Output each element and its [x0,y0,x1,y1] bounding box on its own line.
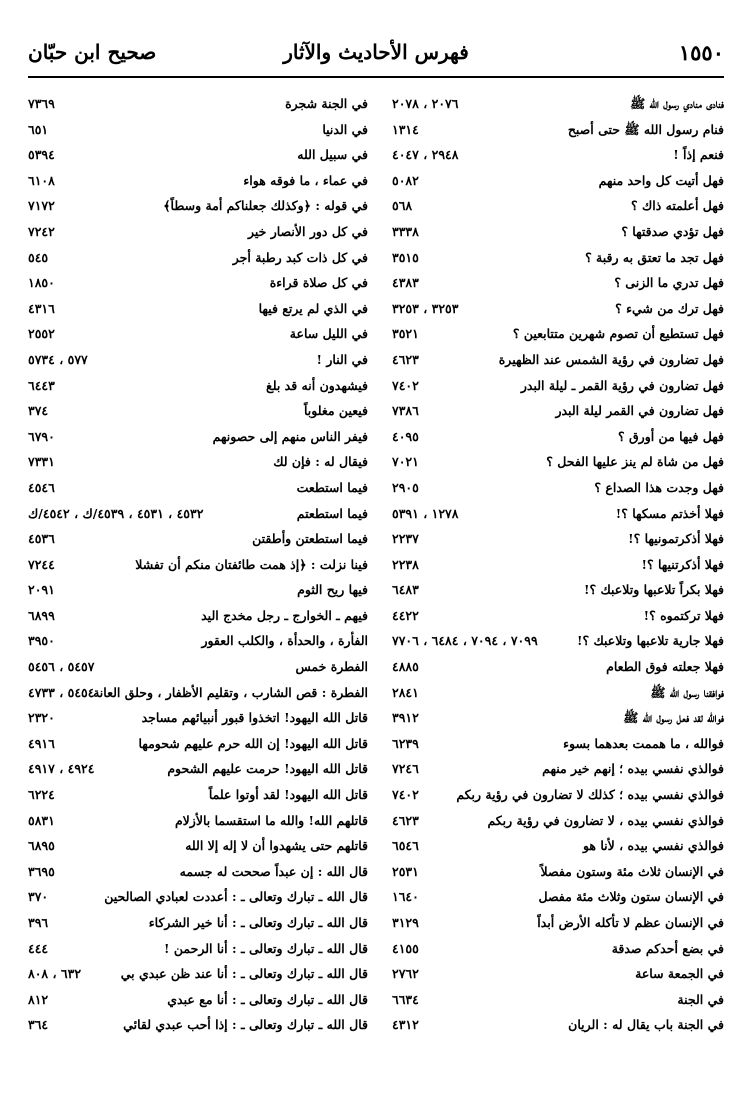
entry-text: في كل صلاة قراءة [269,275,368,291]
index-entry [384,884,724,910]
entry-text: قاتل الله اليهود! إن الله حرم عليهم شحومها [138,735,368,751]
index-entry [28,731,368,757]
index-entry [384,628,724,654]
entry-text: فنام رسول الله ﷺ حتى أصبح [567,121,724,137]
index-entry [384,654,724,680]
entry-ref: ٦٧٩٠ [28,428,55,444]
index-entry [384,756,724,782]
entry-text: في الإنسان ستون وثلاث مئة مفصل [538,889,724,905]
entry-ref: ٥٤٥٧ ، ٥٤٥٦ [28,659,95,675]
entry-ref: ٢٥٣١ [392,863,419,879]
entry-ref: ٤٥٣٢ ، ٤٥٣١ ، ٤٥٣٩/ك ، ٤٥٤٢/ك [28,505,204,521]
index-entry [28,245,368,271]
entry-text: قاتلهم الله! والله ما استقسما بالأزلام [174,812,368,828]
index-entry [28,782,368,808]
entry-text: في الدنيا [322,121,368,137]
entry-ref: ٧٣٨٦ [392,403,419,419]
entry-ref: ٦٥٤٦ [392,838,419,854]
entry-ref: ٤٥٣٦ [28,531,55,547]
index-entry [28,628,368,654]
entry-text: فهل أتيت كل واحد منهم [598,172,724,188]
entry-text: فهل من شاة لم ينز عليها الفحل ؟ [546,454,724,470]
entry-text: في الجنة [677,991,724,1007]
entry-ref: ٦٥١ [28,121,49,137]
index-entry [384,987,724,1013]
entry-ref: ٤٣١٦ [28,300,55,316]
entry-text: قال الله ـ تبارك وتعالى ـ : أنا مع عبدي [167,991,368,1007]
entry-ref: ٥٤٥ [28,249,49,265]
entry-text: في الإنسان عظم لا تأكله الأرض أبداً [537,915,724,930]
entry-ref: ٧٢٤٤ [28,556,55,572]
entry-text: فهلا تركتموه ؟! [643,607,724,623]
entry-ref: ٤٣٨٣ [392,275,419,291]
entry-text: فنعم إذاً ! [673,147,724,163]
entry-ref: ٥٦٨ [392,198,413,214]
index-entry [28,501,368,527]
index-entry [28,961,368,987]
entry-ref: ٣٧٠ [28,889,49,905]
entry-ref: ٢٧٦٢ [392,966,419,982]
entry-ref: ٤٨٨٥ [392,659,419,675]
entry-text: في سبيل الله [297,147,368,163]
entry-text: قال الله ـ تبارك وتعالى ـ : أنا الرحمن ! [164,940,368,956]
entry-ref: ٤٠٩٥ [392,428,419,444]
index-entry [28,142,368,168]
index-entry [28,552,368,578]
entry-text: فوالذي نفسي بيده ، لا تضارون في رؤية ربكم [487,812,724,828]
index-entry [384,219,724,245]
entry-ref: ١٦٤٠ [392,889,419,905]
index-entry [28,117,368,143]
entry-ref: ٢٢٣٨ [392,556,419,572]
entry-text: في الجنة شجرة [285,96,368,111]
index-entry [384,552,724,578]
entry-text: فهل أعلمته ذاك ؟ [630,198,724,214]
entry-ref: ٧٣٣١ [28,454,55,470]
index-entry [28,449,368,475]
entry-text: في كل دور الأنصار خير [247,223,368,239]
entry-text: فهل تؤدي صدقتها ؟ [621,223,724,239]
entry-ref: ٦٤٤٣ [28,377,55,393]
index-entry [28,680,368,706]
entry-text: فوافقنا رسول الله ﷺ [650,684,724,700]
entry-text: قاتلهم حتى يشهدوا أن لا إله إلا الله [185,838,368,854]
entry-ref: ٣٧٤ [28,403,49,419]
entry-text: في كل ذات كبد رطبة أجر [232,249,368,265]
entry-text: في النار ! [316,351,368,367]
entry-ref: ٤٤٤ [28,940,49,956]
entry-text: قاتل الله اليهود! حرمت عليهم الشحوم [167,761,368,777]
entry-text: قال الله : إن عبداً صححت له جسمه [179,863,368,879]
entry-ref: ٢٢٣٧ [392,531,419,547]
entry-text: قال الله ـ تبارك وتعالى ـ : أنا عند ظن عبدي بي [120,966,368,982]
entry-text: فهل ترك من شيء ؟ [615,300,724,316]
entry-ref: ٣٥٢١ [392,326,419,342]
book-title: صحيح ابن حبّان [28,40,157,64]
entry-ref: ٤٩٢٤ ، ٤٩١٧ [28,761,95,777]
entry-text: فهل وجدت هذا الصداع ؟ [594,479,724,495]
entry-text: فهلا أذكرتنيها ؟! [641,556,724,572]
index-entry [28,603,368,629]
index-entry [28,321,368,347]
entry-ref: ٤٤٢٢ [392,607,419,623]
index-entry [384,782,724,808]
page-header [28,40,724,70]
entry-ref: ٢٠٩١ [28,582,55,598]
entry-ref: ٦٨٩٥ [28,838,55,854]
index-entry [384,321,724,347]
index-entry [384,833,724,859]
entry-ref: ٢٨٤١ [392,684,419,700]
index-entry [28,526,368,552]
index-entry [384,859,724,885]
entry-text: فوالله لقد فعل رسول الله ﷺ [623,710,724,726]
entry-ref: ٣٩١٢ [392,710,419,726]
entry-ref: ٧٠٩٩ ، ٧٠٩٤ ، ٦٤٨٤ ، ٧٧٠٦ [392,633,538,649]
entry-ref: ٧٣٦٩ [28,96,55,111]
entry-text: في قوله : ﴿وكذلك جعلناكم أمة وسطاً﴾ [163,198,368,214]
entry-text: فوالذي نفسي بيده ؛ كذلك لا تضارون في رؤية ربكم [456,787,724,803]
entry-text: فوالذي نفسي بيده ؛ إنهم خير منهم [542,761,724,777]
index-entry [384,526,724,552]
entry-ref: ٦٦٣٤ [392,991,419,1007]
entry-ref: ٧١٧٢ [28,198,55,214]
index-entry [28,219,368,245]
entry-text: فوالله ، ما هممت بعدهما بسوء [563,735,724,751]
entry-ref: ٦٣٢ ، ٨٠٨ [28,966,82,982]
index-entry [384,193,724,219]
index-entry [28,296,368,322]
entry-text: الفطرة : قص الشارب ، وتقليم الأظفار ، وحلق العانة [93,684,368,700]
index-entry [384,168,724,194]
entry-ref: ٣٦٤ [28,1017,49,1033]
entry-ref: ١٨٥٠ [28,275,55,291]
right-column [384,91,724,1038]
entry-ref: ٦٨٩٩ [28,607,55,623]
index-entry [384,449,724,475]
entry-text: فهل تضارون في رؤية الشمس عند الظهيرة [498,351,724,367]
entry-text: فهل تضارون في رؤية القمر ـ ليلة البدر [520,377,724,393]
entry-ref: ٤٦٢٣ [392,812,419,828]
index-entry [28,347,368,373]
index-entry [28,373,368,399]
index-entry [384,91,724,117]
entry-text: فيها ريح الثوم [297,582,368,598]
entry-text: فيما استطعتم [296,505,368,521]
entry-text: فنادى منادي رسول الله ﷺ [630,96,724,111]
entry-ref: ٣٩٦ [28,915,49,930]
entry-ref: ٥٤٥٤ ، ٤٧٣٣ [28,684,95,700]
index-entry [28,756,368,782]
entry-ref: ٤٩١٦ [28,735,55,751]
entry-ref: ٥٣٩٤ [28,147,55,163]
entry-ref: ١٣١٤ [392,121,419,137]
index-entry [28,270,368,296]
index-entry [28,833,368,859]
index-entry [28,577,368,603]
entry-ref: ٣٣٣٨ [392,223,419,239]
entry-ref: ٥٧٧ ، ٥٧٣٤ [28,351,88,367]
entry-ref: ٢٩٠٥ [392,479,419,495]
index-entry [28,987,368,1013]
index-title: فهرس الأحاديث والآثار [283,40,469,64]
entry-ref: ٤٦٢٣ [392,351,419,367]
entry-ref: ٥٠٨٢ [392,172,419,188]
entry-text: فيما استطعتن وأطقتن [252,531,368,547]
entry-ref: ٣٦٩٥ [28,863,55,879]
entry-ref: ٦٢٢٤ [28,787,55,803]
index-entry [384,142,724,168]
entry-ref: ٣٢٥٣ ، ٣٢٥٣ [392,300,459,316]
index-entry [384,603,724,629]
entry-text: فهلا جعلته فوق الطعام [606,659,724,675]
index-entry [28,936,368,962]
index-entry [384,961,724,987]
entry-ref: ٧٢٤٢ [28,223,55,239]
index-entry [384,424,724,450]
entry-ref: ٨١٢ [28,991,49,1007]
entry-text: فيما استطعت [296,479,368,495]
entry-text: فهل تستطيع أن تصوم شهرين متتابعين ؟ [512,326,724,342]
entry-ref: ٣١٢٩ [392,915,419,930]
entry-text: فيفر الناس منهم إلى حصونهم [212,428,368,444]
entry-ref: ٧٤٠٢ [392,787,419,803]
entry-text: فيهم ـ الخوارج ـ رجل مخدج اليد [201,607,368,623]
index-entry [28,475,368,501]
index-entry [384,475,724,501]
entry-text: في الجمعة ساعة [635,966,724,982]
index-entry [384,577,724,603]
index-entry [384,936,724,962]
index-entry [28,910,368,936]
entry-text: الفأرة ، والحدأة ، والكلب العقور [201,633,368,649]
entry-text: فينا نزلت : ﴿إذ همت طائفتان منكم أن تفشلا [135,556,368,572]
index-entry [384,117,724,143]
entry-ref: ٤١٥٥ [392,940,419,956]
entry-text: فهل تدري ما الزنى ؟ [614,275,724,291]
index-entry [384,296,724,322]
index-entry [384,270,724,296]
entry-text: الفطرة خمس [295,659,368,675]
entry-text: قال الله ـ تبارك وتعالى ـ : أعددت لعبادي الصالحين [104,889,368,905]
entry-ref: ٢٠٧٦ ، ٢٠٧٨ [392,96,459,111]
index-entry [384,501,724,527]
entry-ref: ٦٢٣٩ [392,735,419,751]
entry-text: فيعين مغلوباً [303,403,368,419]
entry-text: في الليل ساعة [289,326,368,342]
index-entry [384,398,724,424]
entry-text: في الجنة باب يقال له : الريان [568,1017,724,1033]
entry-ref: ٦٤٨٣ [392,582,419,598]
index-entry [384,347,724,373]
index-entry [28,884,368,910]
entry-text: في عماء ، ما فوقه هواء [243,172,368,188]
index-entry [384,731,724,757]
entry-ref: ٣٩٥٠ [28,633,55,649]
entry-text: قاتل الله اليهود! لقد أوتوا علماً [208,787,368,803]
page-number: ١٥٥٠ [678,40,724,65]
index-entry [28,168,368,194]
entry-ref: ١٢٧٨ ، ٥٣٩١ [392,505,459,521]
index-entry [28,193,368,219]
index-entry [28,705,368,731]
entry-text: قاتل الله اليهود! اتخذوا قبور أنبيائهم مساجد [141,710,368,726]
entry-ref: ٧٠٢١ [392,454,419,470]
entry-ref: ٧٢٤٦ [392,761,419,777]
entry-ref: ٧٤٠٢ [392,377,419,393]
index-entry [384,245,724,271]
entry-text: في الذي لم يرتع فيها [258,300,368,316]
index-entry [384,373,724,399]
index-page [28,0,724,1110]
index-entry [384,1012,724,1038]
entry-text: فهل فيها من أورق ؟ [617,428,724,444]
index-entry [384,808,724,834]
entry-text: فهلا أذكرتمونيها ؟! [628,531,724,547]
entry-ref: ٤٥٤٦ [28,479,55,495]
index-entry [28,808,368,834]
header-rule [28,76,724,78]
entry-ref: ٦١٠٨ [28,172,55,188]
entry-text: فوالذي نفسي بيده ، لأنا هو [582,838,724,854]
index-entry [384,680,724,706]
entry-text: في بضع أحدكم صدقة [611,940,724,956]
index-entry [384,910,724,936]
entry-ref: ٣٥١٥ [392,249,419,265]
entry-text: فهلا بكراً تلاعبها وتلاعبك ؟! [584,582,724,598]
entry-text: فهلا أخذتم مسكها ؟! [615,505,724,521]
index-entry [28,398,368,424]
entry-ref: ٢٥٥٢ [28,326,55,342]
entry-ref: ٤٣١٢ [392,1017,419,1033]
index-entry [28,1012,368,1038]
index-entry [28,424,368,450]
index-entry [384,705,724,731]
entry-text: فيقال له : فإن لك [273,454,368,470]
index-entry [28,654,368,680]
entry-ref: ٥٨٣١ [28,812,55,828]
index-entry [28,859,368,885]
entry-ref: ٢٩٤٨ ، ٤٠٤٧ [392,147,459,163]
entry-text: قال الله ـ تبارك وتعالى ـ : إذا أحب عبدي لقائي [123,1017,368,1033]
entry-text: قال الله ـ تبارك وتعالى ـ : أنا خير الشركاء [148,915,368,930]
entry-text: فهلا جارية تلاعبها وتلاعبك ؟! [577,633,724,649]
entry-ref: ٢٣٢٠ [28,710,55,726]
entry-text: فهل تضارون في القمر ليلة البدر [555,403,724,419]
left-column [28,91,368,1038]
entry-text: في الإنسان ثلاث مئة وستون مفصلاً [540,863,724,879]
entry-text: فيشهدون أنه قد بلغ [266,377,368,393]
entry-text: فهل تجد ما تعتق به رقبة ؟ [585,249,724,265]
index-entry [28,91,368,117]
